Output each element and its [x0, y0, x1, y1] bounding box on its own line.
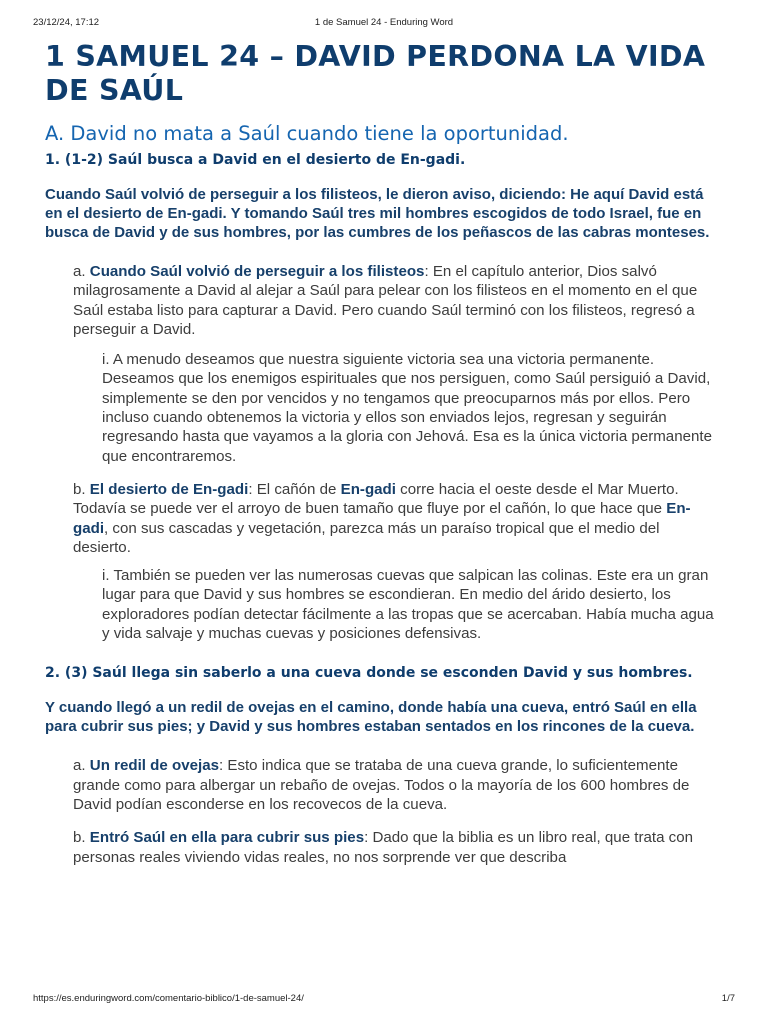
scripture-reference: Cuando Saúl volvió de perseguir a los filisteos [89, 263, 425, 280]
page-number: 1/7 [721, 993, 735, 1004]
point-1-comment-b-i: i. También se pueden ver las numerosas cuevas que salpican las colinas. Este era un gran lugar para que David y sus hombres se escondieran. En medio del árido desierto, los exploradores podían detectar fácilmente a las tropas que se acercaban. Había mucha agua y vida salvaje y muchas cuevas y posiciones defensivas. [102, 567, 714, 643]
point-1-comment-b: b. El desierto de En-gadi: El cañón de En-gadi corre hacia el oeste desde el Mar Muerto. Todavía se puede ver el arroyo de buen tamaño que fluye por el cañón, lo que hace que En-gadi, con sus cascadas y vegetación, parezca más un paraíso tropical que el medio del desierto. [73, 480, 691, 556]
point-2-comment-a: a. Un redil de ovejas: Esto indica que se trataba de una cueva grande, lo suficientemente grande como para albergar un rebaño de ovejas. Todos o la mayoría de los 600 hombres de David podían esconderse en los recovecos de la cueva. [73, 757, 690, 813]
scripture-reference: En-gadi [73, 500, 691, 537]
point-1-heading: 1. (1-2) Saúl busca a David en el desierto de En-gadi. [45, 152, 466, 168]
point-1-comment-a: a. Cuando Saúl volvió de perseguir a los filisteos: En el capítulo anterior, Dios salvó milagrosamente a David al alejar a Saúl para pelear con los filisteos en el momento en el que Saúl estaba listo para capturar a David. Pero cuando Saúl terminó con los filisteos, regresó a perseguir a David. [73, 263, 698, 338]
print-header [33, 17, 735, 28]
scripture-reference: Un redil de ovejas [89, 757, 219, 775]
point-2-verse: Y cuando llegó a un redil de ovejas en el camino, donde había una cueva, entró Saúl en ella para cubrir sus pies; y David y sus hombres estaban sentados en los rincones de la cueva. [45, 699, 697, 736]
scripture-reference: Entró Saúl en ella para cubrir sus pies [89, 829, 365, 847]
point-1-verse: Cuando Saúl volvió de perseguir a los filisteos, le dieron aviso, diciendo: He aquí David está en el desierto de En-gadi. Y tomando Saúl tres mil hombres escogidos de todo Israel, fue en busca de David y de sus hombres, por las cumbres de los peñascos de las cabras monteses. [45, 186, 710, 241]
point-2-comment-b: b. Entró Saúl en ella para cubrir sus pies: Dado que la biblia es un libro real, que trata con personas reales viviendo vidas reales, no nos sorprende ver que describa [73, 829, 694, 866]
print-url[interactable]: https://es.enduringword.com/comentario-biblico/1-de-samuel-24/ [33, 993, 304, 1004]
article-content [45, 40, 720, 867]
scripture-reference: El desierto de En-gadi [89, 480, 249, 498]
print-datetime: 23/12/24, 17:12 [33, 17, 100, 28]
page-title: 1 SAMUEL 24 – DAVID PERDONA LA VIDA DE SAÚL [45, 40, 706, 107]
point-1-comment-a-i: i. A menudo deseamos que nuestra siguiente victoria sea una victoria permanente. Deseamos que los enemigos espirituales que nos persiguen, como Saúl persiguió a David, simplemente se den por vencidos y no tengamos que preocuparnos más por ellos. Pero incluso cuando obtenemos la victoria y ellos son enviados lejos, regresan y seguirán regresando hasta que vayamos a la gloria con Jehová. Esa es la única victoria permanente que encontraremos. [102, 351, 712, 465]
scripture-reference: En-gadi [340, 480, 396, 498]
point-2-heading: 2. (3) Saúl llega sin saberlo a una cueva donde se esconden David y sus hombres. [45, 665, 693, 682]
print-footer [33, 993, 735, 1004]
print-doc-title: 1 de Samuel 24 - Enduring Word [314, 17, 454, 28]
section-heading-a: A. David no mata a Saúl cuando tiene la oportunidad. [45, 122, 569, 145]
